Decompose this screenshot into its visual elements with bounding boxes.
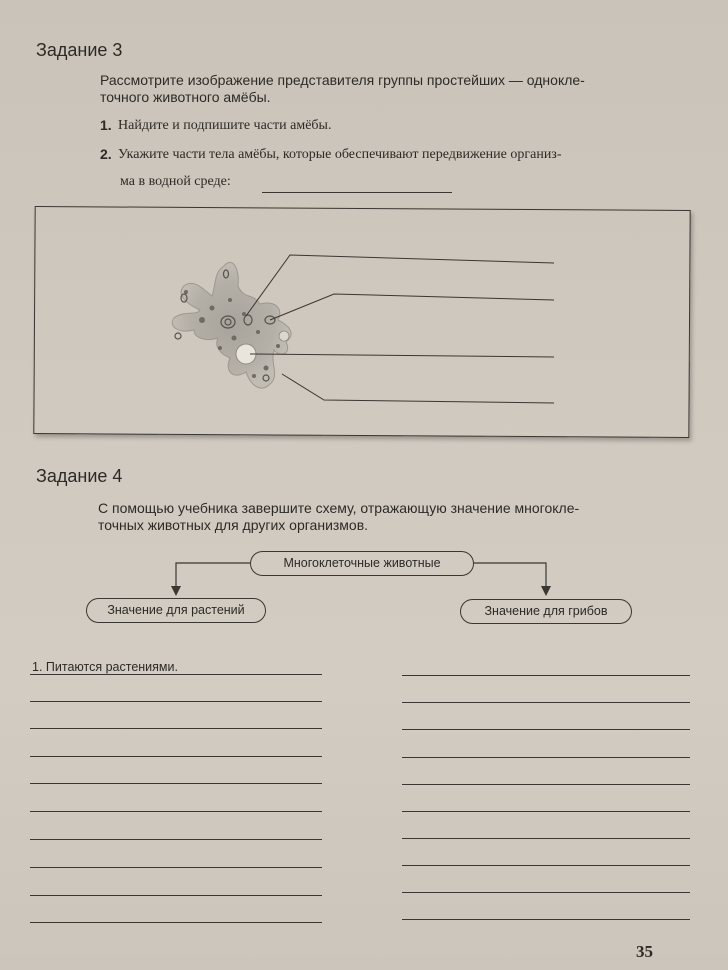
page-number: 35 — [636, 942, 653, 961]
scheme-center-box: Многоклеточные животные — [250, 551, 474, 576]
fungi-line[interactable] — [402, 811, 690, 812]
amoeba-illustration — [34, 208, 690, 436]
task3-intro-line2: точного животного амёбы. — [100, 89, 271, 105]
plants-entry-1: 1. Питаются растениями. — [32, 660, 178, 674]
task4-title: Задание 4 — [36, 466, 123, 486]
scheme-plants-box: Значение для растений — [86, 598, 266, 623]
plants-line[interactable] — [30, 783, 322, 784]
plants-line[interactable] — [30, 922, 322, 923]
fungi-line[interactable] — [402, 702, 690, 703]
plants-line[interactable] — [30, 867, 322, 868]
task3-item1-text: Найдите и подпишите части амёбы. — [118, 118, 332, 133]
task3-item2-continuation: ма в водной среде: — [120, 174, 231, 189]
plants-line[interactable] — [30, 674, 322, 675]
answer-line-movement[interactable] — [262, 192, 452, 193]
fungi-line[interactable] — [402, 729, 690, 730]
fungi-line[interactable] — [402, 892, 690, 893]
fungi-line[interactable] — [402, 838, 690, 839]
task3-intro-line1: Рассмотрите изображение представителя группы простейших — однокле- — [100, 72, 585, 88]
task3-item2-text: Укажите части тела амёбы, которые обеспечивают передвижение организ- — [118, 147, 562, 162]
task4-intro-line2: точных животных для других организмов. — [98, 517, 369, 533]
task4-intro-line1: С помощью учебника завершите схему, отражающую значение многокле- — [98, 500, 580, 516]
plants-line[interactable] — [30, 701, 322, 702]
fungi-line[interactable] — [402, 757, 690, 758]
task3-item1-number: 1. — [100, 117, 112, 133]
task3-title: Задание 3 — [36, 40, 123, 60]
plants-line[interactable] — [30, 728, 322, 729]
task3-item2-number: 2. — [100, 146, 112, 162]
fungi-line[interactable] — [402, 784, 690, 785]
plants-line[interactable] — [30, 756, 322, 757]
amoeba-body — [172, 262, 291, 388]
fungi-line[interactable] — [402, 675, 690, 676]
scheme-fungi-box: Значение для грибов — [460, 599, 632, 624]
plants-line[interactable] — [30, 839, 322, 840]
plants-line[interactable] — [30, 895, 322, 896]
fungi-line[interactable] — [402, 865, 690, 866]
plants-line[interactable] — [30, 811, 322, 812]
fungi-line[interactable] — [402, 919, 690, 920]
